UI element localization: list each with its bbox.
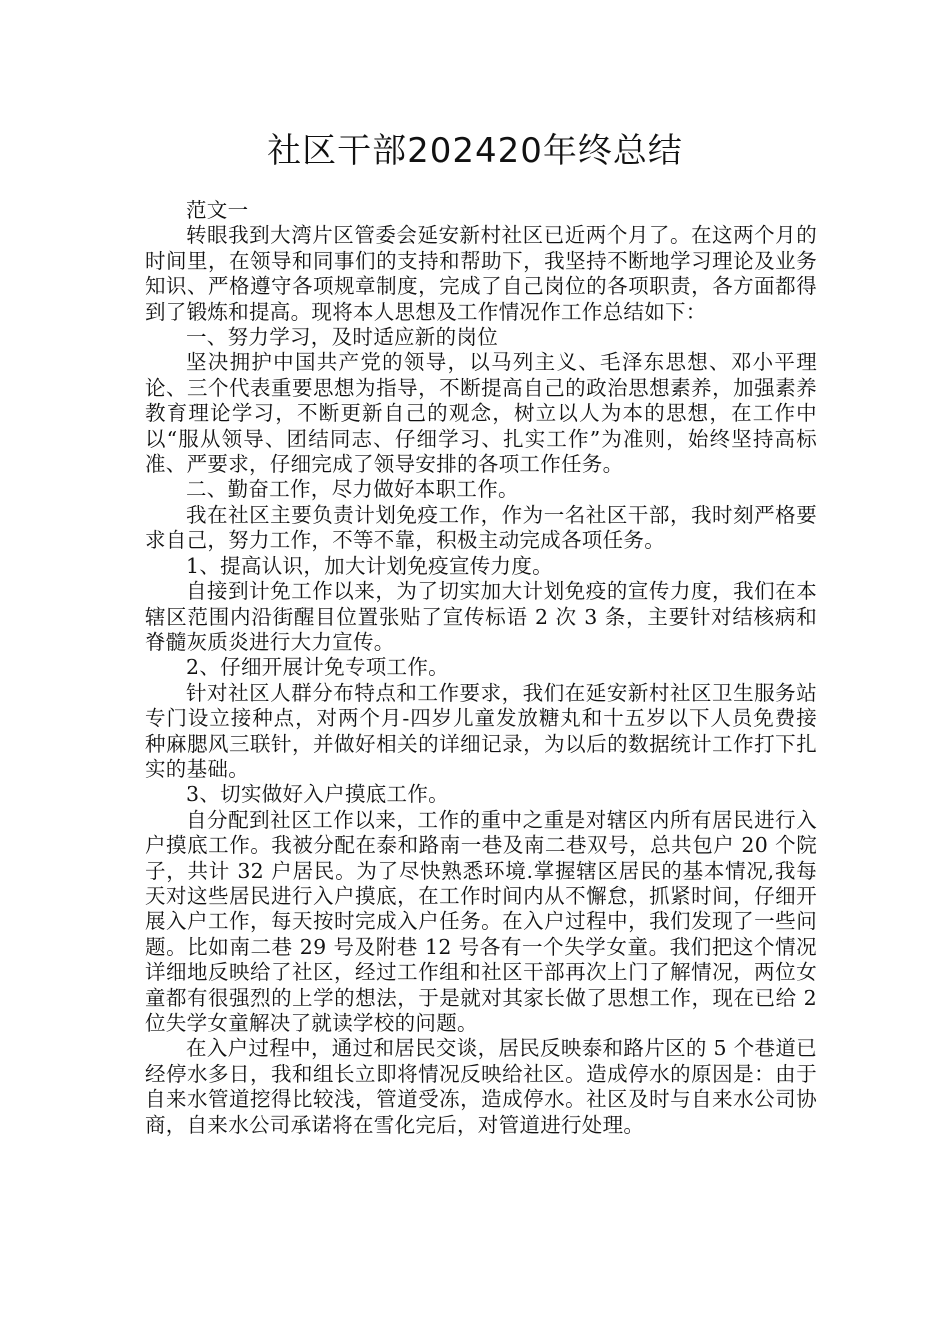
paragraph-subsection-2: 针对社区人群分布特点和工作要求，我们在延安新村社区卫生服务站专门设立接种点，对两个月-四岁儿童发放糖丸和十五岁以下人员免费接种麻腮风三联针，并做好相关的详细记录，为以后的数据统计工作打下扎实的基础。 — [145, 680, 817, 781]
paragraph-subsection-3: 自分配到社区工作以来，工作的重中之重是对辖区内所有居民进行入户摸底工作。我被分配在泰和路南一巷及南二巷双号，总共包户 20 个院子，共计 32 户居民。为了尽快熟悉环境.掌握辖区居民的基本情况,我每天对这些居民进行入户摸底，在工作时间内从不懈怠，抓紧时间，仔细开展入户工作，每天按时完成入户任务。在入户过程中，我们发现了一些问题。比如南二巷 29 号及附巷 12 号各有一个失学女童。我们把这个情况详细地反映给了社区，经过工作组和社区干部再次上门了解情况，两位女童都有很强烈的上学的想法，于是就对其家长做了思想工作，现在已给 2 位失学女童解决了就读学校的问题。 — [145, 807, 817, 1035]
section-heading-1: 一、努力学习，及时适应新的岗位 — [186, 325, 498, 350]
document-title: 社区干部202420年终总结 — [267, 131, 683, 171]
subsection-heading-3: 3、切实做好入户摸底工作。 — [186, 782, 449, 807]
document-body — [145, 198, 817, 1138]
paragraph-intro: 转眼我到大湾片区管委会延安新村社区已近两个月了。在这两个月的时间里，在领导和同事们的支持和帮助下，我坚持不断地学习理论及业务知识、严格遵守各项规章制度，完成了自己岗位的各项职责，各方面都得到了锻炼和提高。现将本人思想及工作情况作工作总结如下： — [145, 223, 817, 324]
subsection-heading-2: 2、仔细开展计免专项工作。 — [186, 655, 449, 680]
paragraph-section-2: 我在社区主要负责计划免疫工作，作为一名社区干部，我时刻严格要求自己，努力工作，不等不靠，积极主动完成各项任务。 — [145, 502, 817, 553]
paragraph-subsection-1: 自接到计免工作以来，为了切实加大计划免疫的宣传力度，我们在本辖区范围内沿街醒目位置张贴了宣传标语 2 次 3 条，主要针对结核病和脊髓灰质炎进行大力宣传。 — [145, 579, 817, 654]
section-heading-2: 二、勤奋工作，尽力做好本职工作。 — [186, 477, 519, 502]
subsection-heading-1: 1、提高认识，加大计划免疫宣传力度。 — [186, 553, 553, 578]
paragraph-section-1: 坚决拥护中国共产党的领导，以马列主义、毛泽东思想、邓小平理论、三个代表重要思想为指导，不断提高自己的政治思想素养，加强素养教育理论学习，不断更新自己的观念，树立以人为本的思想，在工作中以“服从领导、团结同志、仔细学习、扎实工作”为准则，始终坚持高标准、严要求，仔细完成了领导安排的各项工作任务。 — [145, 350, 817, 477]
paragraph-sample-label: 范文一 — [186, 198, 249, 222]
paragraph-water-issue: 在入户过程中，通过和居民交谈，居民反映泰和路片区的 5 个巷道已经停水多日，我和组长立即将情况反映给社区。造成停水的原因是：由于自来水管道挖得比较浅，管道受冻，造成停水。社区及时与自来水公司协商，自来水公司承诺将在雪化完后，对管道进行处理。 — [145, 1036, 817, 1137]
